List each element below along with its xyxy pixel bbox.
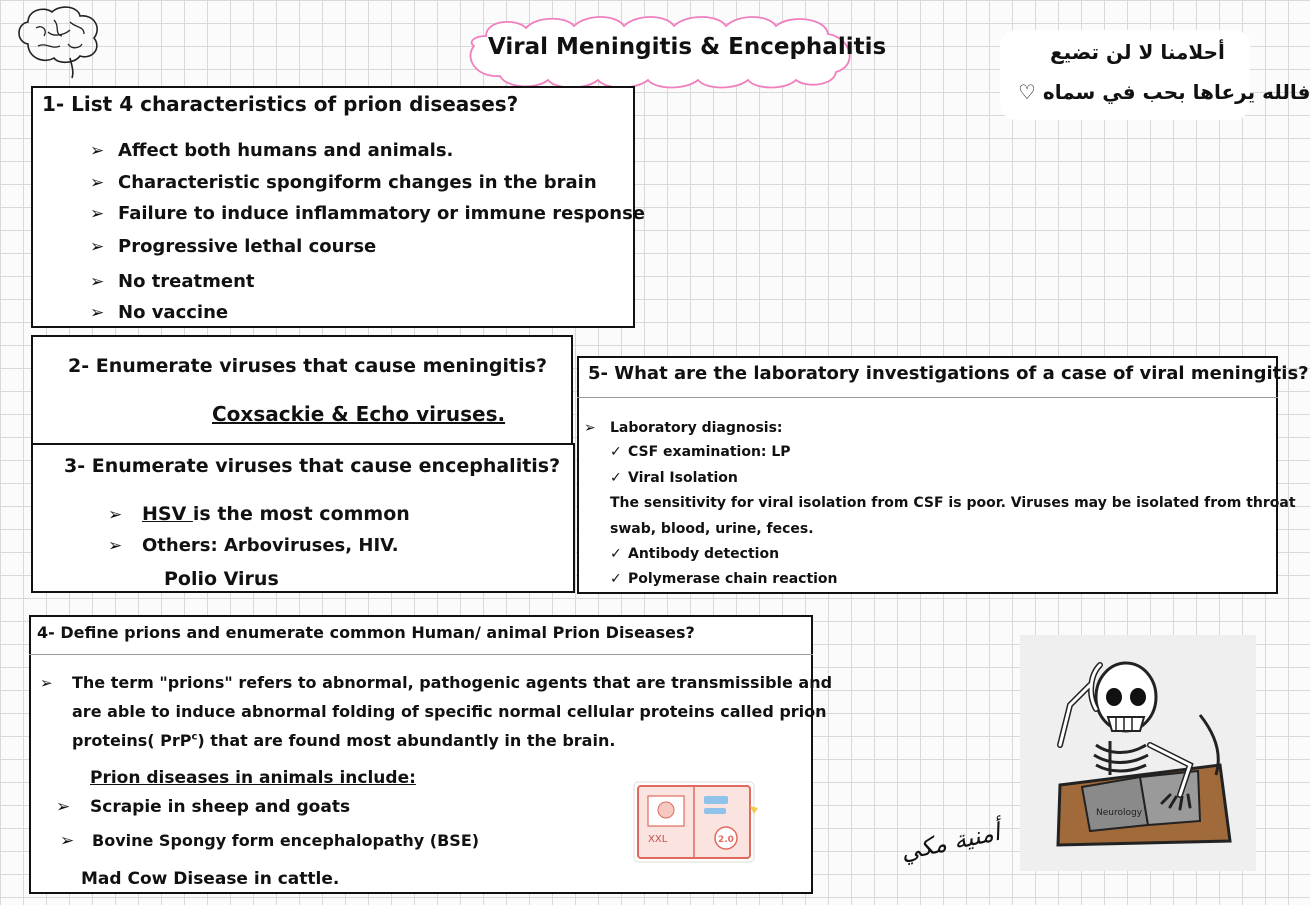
q3-question: 3- Enumerate viruses that cause encephalitis?	[64, 455, 561, 477]
q4-animal-item: ➢ Bovine Spongy form encephalopathy (BSE)	[60, 831, 480, 851]
q4-def-line-2: are able to induce abnormal folding of specific normal cellular proteins called prion	[72, 702, 827, 721]
check-icon: ✓	[610, 546, 622, 562]
check-icon: ✓	[610, 571, 622, 587]
q1-item: ➢ Failure to induce inflammatory or immune response	[90, 203, 646, 224]
check-icon: ✓	[610, 470, 622, 486]
arrow-bullet-icon: ➢	[90, 173, 105, 193]
q3-polio: Polio Virus	[164, 568, 279, 590]
q1-item: ➢ Characteristic spongiform changes in the brain	[90, 172, 597, 193]
q4-def-line-1: ➢ The term "prions" refers to abnormal, pathogenic agents that are transmissible and	[40, 673, 833, 692]
q2-answer: Coxsackie & Echo viruses.	[212, 402, 506, 426]
signature: أمنية مكي	[898, 817, 1003, 867]
q3-item-others: ➢ Others: Arboviruses, HIV.	[108, 535, 399, 556]
q5-check-item: ✓ Antibody detection	[610, 546, 780, 562]
q4-animal-item: ➢ Scrapie in sheep and goats	[56, 797, 351, 817]
q4-question: 4- Define prions and enumerate common Human/ animal Prion Diseases?	[37, 623, 695, 642]
arrow-bullet-icon: ➢	[108, 536, 123, 556]
arrow-bullet-icon: ➢	[90, 272, 105, 292]
q2-box	[31, 335, 573, 445]
q1-item: ➢ No treatment	[90, 271, 255, 292]
book-label: Neurology	[1096, 808, 1143, 818]
skeleton-reading-illustration	[1030, 645, 1246, 861]
check-icon: ✓	[610, 444, 622, 460]
arrow-bullet-icon: ➢	[584, 420, 596, 436]
q2-question: 2- Enumerate viruses that cause meningitis?	[68, 355, 547, 377]
q1-question: 1- List 4 characteristics of prion diseases?	[42, 92, 519, 116]
q5-check-item: ✓ Polymerase chain reaction	[610, 571, 838, 587]
passport-badge: 2.0	[718, 835, 734, 845]
arrow-bullet-icon: ➢	[40, 674, 53, 692]
arrow-bullet-icon: ➢	[90, 204, 105, 224]
q5-question: 5- What are the laboratory investigations of a case of viral meningitis?	[588, 363, 1309, 384]
passport-size-label: XXL	[648, 834, 668, 845]
arrow-bullet-icon: ➢	[90, 141, 105, 161]
q5-sensitivity-line-2: swab, blood, urine, feces.	[610, 521, 814, 537]
q4-animals-heading: Prion diseases in animals include:	[90, 768, 416, 788]
q4-divider	[29, 654, 813, 655]
q4-mad-cow: Mad Cow Disease in cattle.	[81, 869, 340, 889]
q3-item-hsv: ➢ HSV is the most common	[108, 503, 410, 525]
q1-item: ➢ No vaccine	[90, 302, 229, 323]
arrow-bullet-icon: ➢	[60, 831, 75, 851]
q1-item: ➢ Progressive lethal course	[90, 236, 377, 257]
q5-check-item: ✓ CSF examination: LP	[610, 444, 791, 460]
arrow-bullet-icon: ➢	[56, 797, 71, 817]
passport-sticker	[632, 780, 762, 864]
q5-sensitivity-line-1: The sensitivity for viral isolation from CSF is poor. Viruses may be isolated from throat	[610, 495, 1296, 511]
arrow-bullet-icon: ➢	[108, 505, 123, 525]
quote-line-1: أحلامنا لا لن تضيع	[1050, 40, 1225, 64]
q1-item: ➢ Affect both humans and animals.	[90, 140, 454, 161]
q5-check-item: ✓ Viral Isolation	[610, 470, 738, 486]
brain-icon	[14, 4, 104, 78]
q5-divider	[577, 397, 1278, 398]
q5-lab-diagnosis: ➢ Laboratory diagnosis:	[584, 420, 783, 436]
arrow-bullet-icon: ➢	[90, 237, 105, 257]
page-title: Viral Meningitis & Encephalitis	[488, 34, 887, 60]
quote-line-2: فالله يرعاها بحب في سماه ♡	[1018, 80, 1310, 104]
q4-def-line-3: proteins( PrP$^c$) that are found most abundantly in the brain.	[72, 731, 616, 750]
arrow-bullet-icon: ➢	[90, 303, 105, 323]
